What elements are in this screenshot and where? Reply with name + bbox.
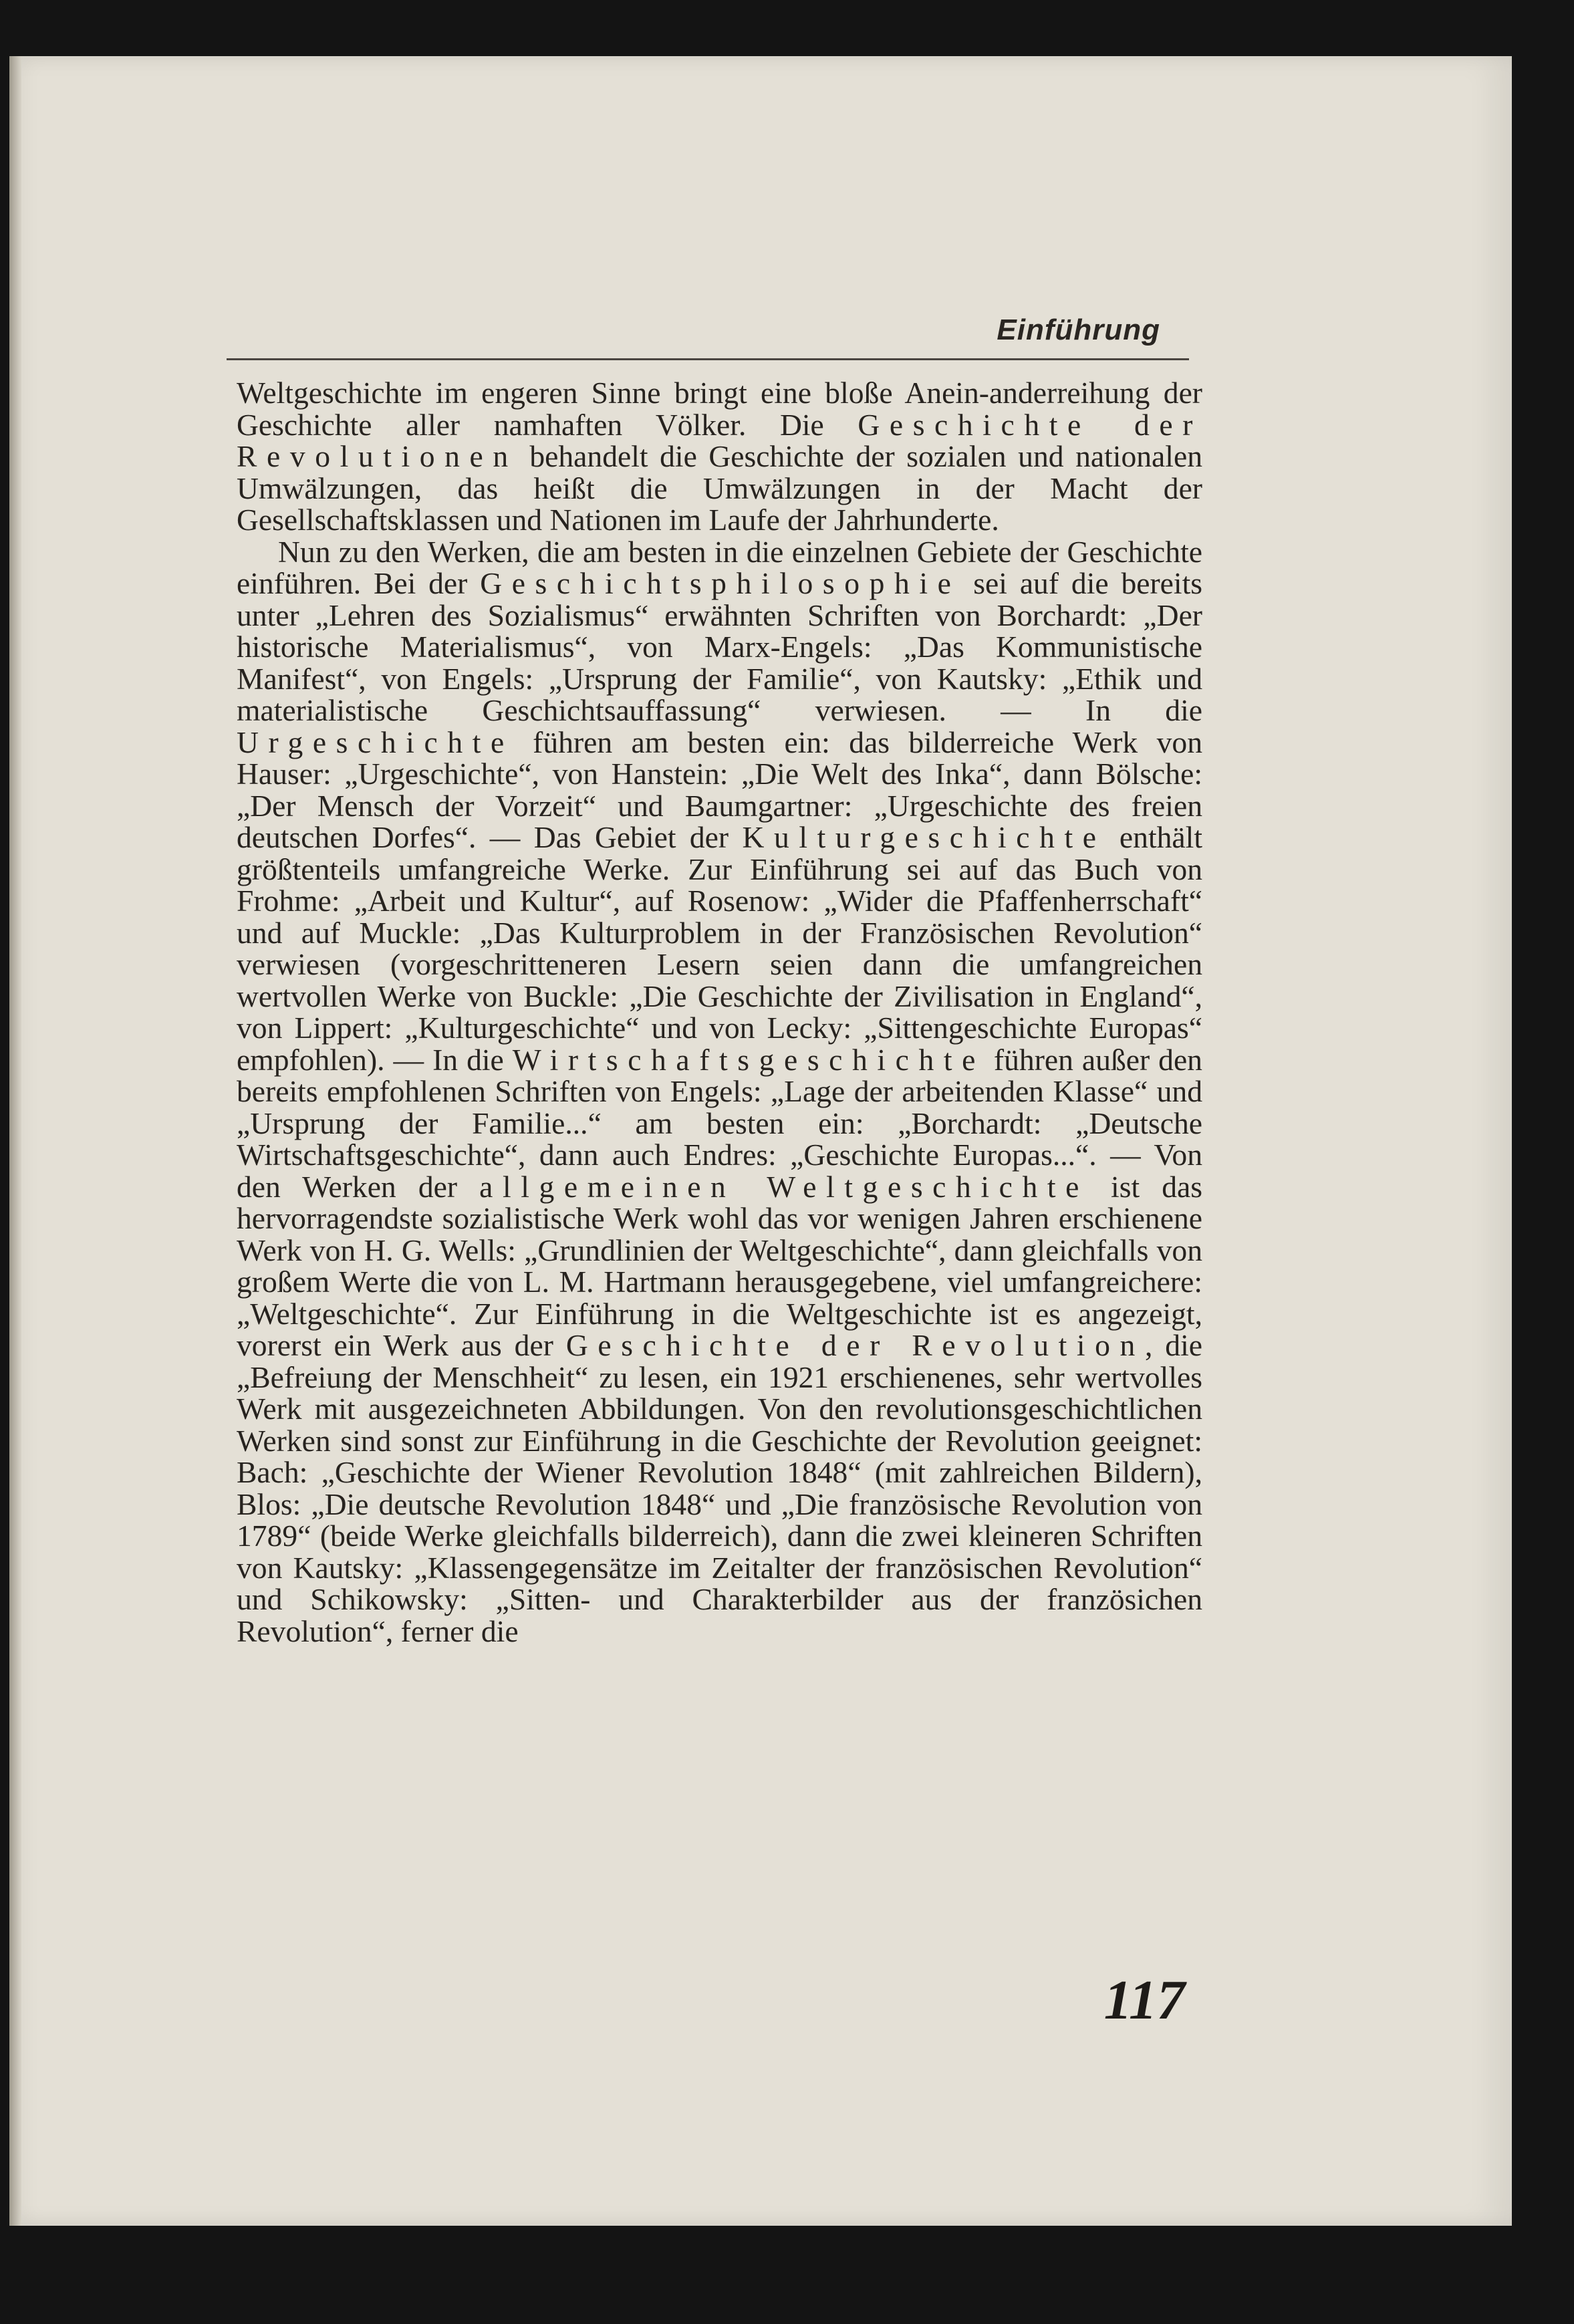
- spaced-emphasis: allgemeinen Weltgeschichte: [479, 1169, 1089, 1204]
- paragraph: [237, 536, 1202, 1648]
- text-run: führen am besten ein: das bilderreiche Werk von Hauser: „Urgeschichte“, von Hanstein: „Die Welt des Inka“, dann Bölsche: „Der Mensch der Vorzeit“ und Baumgartner: „Urgeschichte des freien deutschen Dorfes“. — Das Gebiet der: [237, 725, 1202, 854]
- spaced-emphasis: Geschichte der Revolution: [565, 1328, 1145, 1362]
- spaced-emphasis: Wirtschaftsgeschichte: [512, 1042, 985, 1077]
- page-number: 117: [1103, 1969, 1185, 2031]
- spaced-emphasis: Kulturgeschichte: [742, 820, 1106, 854]
- running-head: Einführung: [997, 313, 1160, 346]
- text-run: Weltgeschichte im engeren Sinne bringt eine bloße Anein-anderreihung der Geschichte aller namhaften Völker. Die: [237, 376, 1202, 442]
- text-run: behandelt die Geschichte der sozialen und nationalen Umwälzungen, das heißt die Umwälzungen in der Macht der Gesellschaftsklassen und Nationen im Laufe der Jahrhunderte.: [237, 439, 1202, 537]
- book-page: [9, 56, 1512, 2226]
- text-run: ist das hervorragendste sozialistische Werk wohl das vor wenigen Jahren erschienene Werk von H. G. Wells: „Grundlinien der Weltgeschichte“, dann gleichfalls von großem Werte die von L. M. Hartmann herausgegebene, viel umfangreichere: „Weltgeschichte“. Zur Einführung in die Weltgeschichte ist es angezeigt, vorerst ein Werk aus der: [237, 1169, 1203, 1362]
- spaced-emphasis: Geschichte der Revolutionen: [237, 407, 1202, 473]
- page-gutter: [9, 56, 21, 2226]
- paragraph: [237, 377, 1202, 536]
- text-run: Nun zu den Werken, die am besten in die einzelnen Gebiete der Geschichte einführen. Bei der: [237, 534, 1202, 600]
- text-run: , die „Befreiung der Menschheit“ zu lesen, ein 1921 erschienenes, sehr wertvolles Werk mit ausgezeichneten Abbildungen. Von den revolutionsgeschichtlichen Werken sind sonst zur Einführung in die Geschichte der Revolution geeignet: Bach: „Geschichte der Wiener Revolution 1848“ (mit zahlreichen Bildern), Blos: „Die deutsche Revolution 1848“ und „Die französische Revolution von 1789“ (beide Werke gleichfalls bilderreich), dann die zwei kleineren Schriften von Kautsky: „Klassengegensätze im Zeitalter der französischen Revolution“ und Schikowsky: „Sitten- und Charakterbilder aus der französichen Revolution“, ferner die: [237, 1328, 1203, 1648]
- text-run: sei auf die bereits unter „Lehren des Sozialismus“ erwähnten Schriften von Borchardt: „Der historische Materialismus“, von Marx-Engels: „Das Kommunistische Manifest“, von Engels: „Ursprung der Familie“, von Kautsky: „Ethik und materialistische Geschichtsauffassung“ verwiesen. — In die: [237, 566, 1202, 727]
- spaced-emphasis: Geschichtsphilosophie: [480, 566, 961, 600]
- text-run: führen außer den bereits empfohlenen Schriften von Engels: „Lage der arbeitenden Klasse“ und „Ursprung der Familie...“ am besten ein: „Borchardt: „Deutsche Wirtschaftsgeschichte“, dann auch Endres: „Geschichte Europas...“. — Von den Werken der: [237, 1042, 1202, 1204]
- body-text: [237, 377, 1202, 1647]
- header-rule: [227, 358, 1189, 360]
- text-run: enthält größtenteils umfangreiche Werke. Zur Einführung sei auf das Buch von Frohme: „Arbeit und Kultur“, auf Rosenow: „Wider die Pfaffenherrschaft“ und auf Muckle: „Das Kulturproblem in der Französischen Revolution“ verwiesen (vorgeschritteneren Lesern seien dann die umfangreichen wertvollen Werke von Buckle: „Die Geschichte der Zivilisation in England“, von Lippert: „Kulturgeschichte“ und von Lecky: „Sittengeschichte Europas“ empfohlen). — In die: [237, 820, 1202, 1077]
- spaced-emphasis: Urgeschichte: [237, 725, 514, 759]
